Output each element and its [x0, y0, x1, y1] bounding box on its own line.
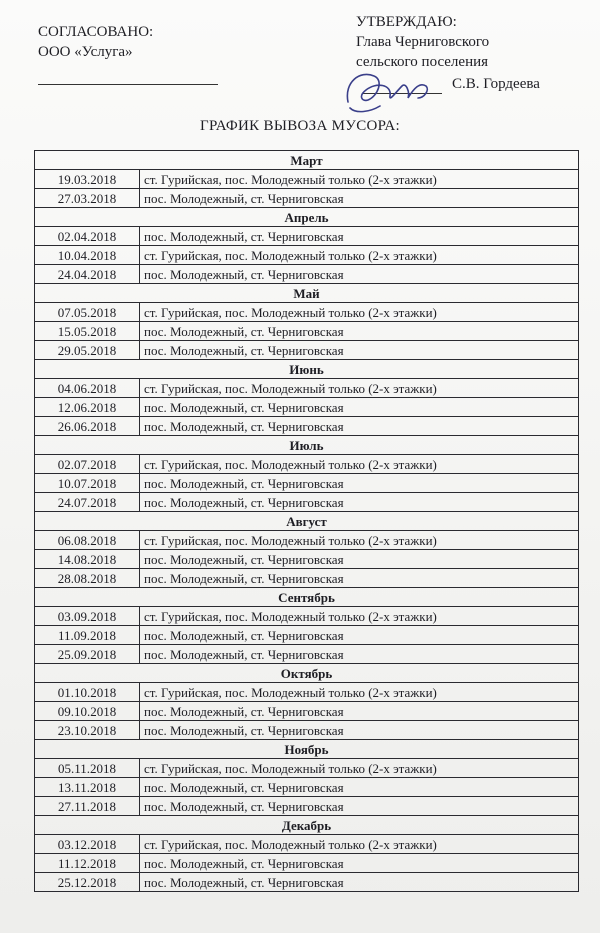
month-row	[35, 436, 579, 455]
month-row	[35, 664, 579, 683]
handwritten-signature	[340, 62, 450, 122]
month-header: Июль	[35, 436, 579, 455]
month-header: Май	[35, 284, 579, 303]
location-cell: пос. Молодежный, ст. Черниговская	[140, 474, 579, 493]
date-cell: 27.11.2018	[35, 797, 140, 816]
date-cell: 07.05.2018	[35, 303, 140, 322]
location-cell: пос. Молодежный, ст. Черниговская	[140, 873, 579, 892]
table-row	[35, 189, 579, 208]
date-cell: 02.04.2018	[35, 227, 140, 246]
date-cell: 27.03.2018	[35, 189, 140, 208]
month-header: Июнь	[35, 360, 579, 379]
approve-position-line2: сельского поселения	[356, 54, 489, 70]
month-row	[35, 208, 579, 227]
table-row	[35, 626, 579, 645]
date-cell: 24.07.2018	[35, 493, 140, 512]
location-cell: пос. Молодежный, ст. Черниговская	[140, 702, 579, 721]
table-row	[35, 759, 579, 778]
month-header: Апрель	[35, 208, 579, 227]
table-row	[35, 873, 579, 892]
month-header: Март	[35, 151, 579, 170]
location-cell: пос. Молодежный, ст. Черниговская	[140, 797, 579, 816]
location-cell: пос. Молодежный, ст. Черниговская	[140, 227, 579, 246]
table-row	[35, 379, 579, 398]
location-cell: пос. Молодежный, ст. Черниговская	[140, 778, 579, 797]
date-cell: 11.12.2018	[35, 854, 140, 873]
date-cell: 14.08.2018	[35, 550, 140, 569]
date-cell: 03.09.2018	[35, 607, 140, 626]
date-cell: 06.08.2018	[35, 531, 140, 550]
date-cell: 23.10.2018	[35, 721, 140, 740]
date-cell: 10.07.2018	[35, 474, 140, 493]
table-row	[35, 227, 579, 246]
table-row	[35, 569, 579, 588]
table-row	[35, 398, 579, 417]
table-row	[35, 265, 579, 284]
date-cell: 01.10.2018	[35, 683, 140, 702]
table-row	[35, 474, 579, 493]
month-row	[35, 360, 579, 379]
approve-label: УТВЕРЖДАЮ:	[356, 14, 457, 30]
date-cell: 28.08.2018	[35, 569, 140, 588]
location-cell: пос. Молодежный, ст. Черниговская	[140, 569, 579, 588]
location-cell: пос. Молодежный, ст. Черниговская	[140, 341, 579, 360]
table-row	[35, 835, 579, 854]
location-cell: ст. Гурийская, пос. Молодежный только (2-х этажки)	[140, 607, 579, 626]
date-cell: 19.03.2018	[35, 170, 140, 189]
location-cell: пос. Молодежный, ст. Черниговская	[140, 721, 579, 740]
table-row	[35, 455, 579, 474]
location-cell: пос. Молодежный, ст. Черниговская	[140, 550, 579, 569]
agreed-label: СОГЛАСОВАНО:	[38, 24, 154, 40]
schedule-table	[34, 150, 579, 892]
location-cell: пос. Молодежный, ст. Черниговская	[140, 626, 579, 645]
table-row	[35, 550, 579, 569]
table-row	[35, 531, 579, 550]
page-title: ГРАФИК ВЫВОЗА МУСОРА:	[200, 118, 400, 134]
agreed-org: ООО «Услуга»	[38, 44, 133, 60]
location-cell: пос. Молодежный, ст. Черниговская	[140, 265, 579, 284]
location-cell: ст. Гурийская, пос. Молодежный только (2-х этажки)	[140, 835, 579, 854]
date-cell: 11.09.2018	[35, 626, 140, 645]
approve-name: С.В. Гордеева	[452, 76, 540, 92]
table-row	[35, 702, 579, 721]
table-row	[35, 246, 579, 265]
location-cell: ст. Гурийская, пос. Молодежный только (2-х этажки)	[140, 246, 579, 265]
month-header: Ноябрь	[35, 740, 579, 759]
location-cell: ст. Гурийская, пос. Молодежный только (2-х этажки)	[140, 531, 579, 550]
location-cell: ст. Гурийская, пос. Молодежный только (2-х этажки)	[140, 303, 579, 322]
date-cell: 13.11.2018	[35, 778, 140, 797]
location-cell: пос. Молодежный, ст. Черниговская	[140, 322, 579, 341]
location-cell: пос. Молодежный, ст. Черниговская	[140, 189, 579, 208]
agreed-block	[38, 22, 218, 85]
table-row	[35, 797, 579, 816]
table-row	[35, 778, 579, 797]
date-cell: 04.06.2018	[35, 379, 140, 398]
date-cell: 10.04.2018	[35, 246, 140, 265]
location-cell: пос. Молодежный, ст. Черниговская	[140, 493, 579, 512]
date-cell: 26.06.2018	[35, 417, 140, 436]
table-row	[35, 721, 579, 740]
location-cell: пос. Молодежный, ст. Черниговская	[140, 645, 579, 664]
month-header: Октябрь	[35, 664, 579, 683]
table-row	[35, 645, 579, 664]
month-header: Сентябрь	[35, 588, 579, 607]
table-row	[35, 170, 579, 189]
table-row	[35, 854, 579, 873]
table-row	[35, 493, 579, 512]
month-header: Декабрь	[35, 816, 579, 835]
table-row	[35, 322, 579, 341]
location-cell: пос. Молодежный, ст. Черниговская	[140, 854, 579, 873]
table-row	[35, 683, 579, 702]
date-cell: 02.07.2018	[35, 455, 140, 474]
location-cell: ст. Гурийская, пос. Молодежный только (2-х этажки)	[140, 379, 579, 398]
location-cell: ст. Гурийская, пос. Молодежный только (2-х этажки)	[140, 455, 579, 474]
month-row	[35, 588, 579, 607]
date-cell: 25.12.2018	[35, 873, 140, 892]
location-cell: ст. Гурийская, пос. Молодежный только (2-х этажки)	[140, 170, 579, 189]
month-header: Август	[35, 512, 579, 531]
date-cell: 24.04.2018	[35, 265, 140, 284]
table-row	[35, 417, 579, 436]
location-cell: ст. Гурийская, пос. Молодежный только (2-х этажки)	[140, 683, 579, 702]
date-cell: 15.05.2018	[35, 322, 140, 341]
date-cell: 03.12.2018	[35, 835, 140, 854]
location-cell: ст. Гурийская, пос. Молодежный только (2-х этажки)	[140, 759, 579, 778]
approve-position-line1: Глава Черниговского	[356, 34, 490, 50]
month-row	[35, 816, 579, 835]
month-row	[35, 151, 579, 170]
date-cell: 05.11.2018	[35, 759, 140, 778]
table-row	[35, 341, 579, 360]
date-cell: 25.09.2018	[35, 645, 140, 664]
location-cell: пос. Молодежный, ст. Черниговская	[140, 417, 579, 436]
agreed-signature-line	[38, 84, 218, 85]
month-row	[35, 512, 579, 531]
date-cell: 29.05.2018	[35, 341, 140, 360]
date-cell: 09.10.2018	[35, 702, 140, 721]
date-cell: 12.06.2018	[35, 398, 140, 417]
month-row	[35, 284, 579, 303]
table-row	[35, 303, 579, 322]
table-row	[35, 607, 579, 626]
month-row	[35, 740, 579, 759]
location-cell: пос. Молодежный, ст. Черниговская	[140, 398, 579, 417]
